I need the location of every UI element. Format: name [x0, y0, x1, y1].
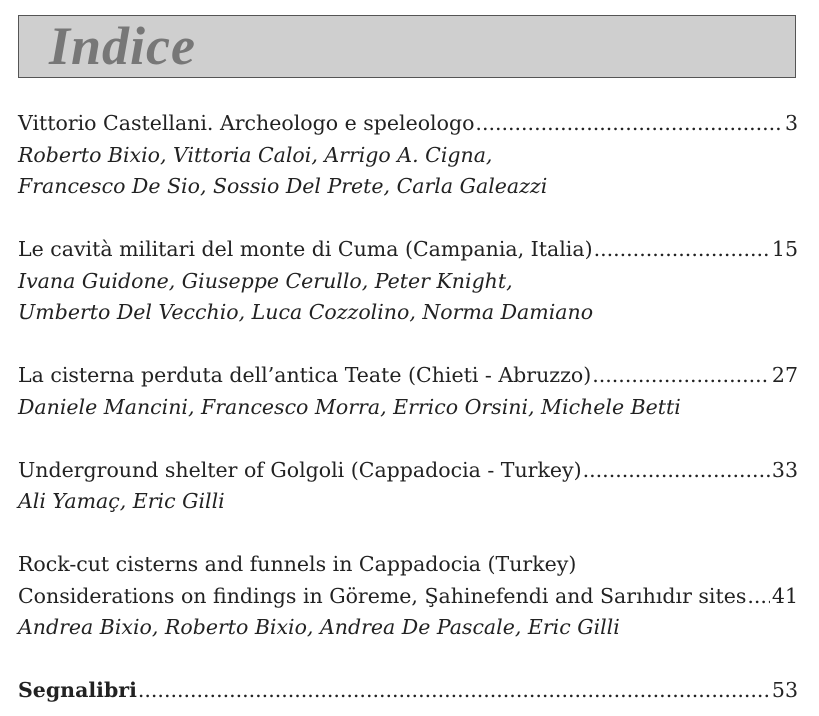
- toc-entry-page[interactable]: 33: [771, 457, 798, 482]
- dot-leader: [592, 360, 770, 392]
- toc-entry-page[interactable]: 15: [771, 237, 798, 261]
- dot-leader: [138, 675, 770, 707]
- toc-entry[interactable]: [18, 234, 798, 329]
- toc-entry-authors: Andrea Bixio, Roberto Bixio, Andrea De Pascale, Eric Gilli: [18, 615, 620, 639]
- toc-entry-title-line[interactable]: [18, 108, 798, 140]
- toc-entry-authors: Roberto Bixio, Vittoria Caloi, Arrigo A. Cigna,: [18, 142, 493, 167]
- dot-leader: [475, 108, 783, 140]
- toc-entry-page[interactable]: 27: [771, 363, 798, 387]
- toc-entry-title-first-line[interactable]: Rock-cut cisterns and funnels in Cappadocia (Turkey): [18, 552, 577, 576]
- toc-entry-title[interactable]: Segnalibri: [18, 678, 137, 702]
- toc-entry-title-line[interactable]: [18, 581, 798, 613]
- toc-entry[interactable]: [18, 549, 798, 644]
- toc-entry-title[interactable]: Considerations on findings in Göreme, Şahinefendi and Sarıhıdır sites: [18, 583, 747, 608]
- toc-entry-title[interactable]: Underground shelter of Golgoli (Cappadocia - Turkey): [18, 457, 582, 482]
- toc-entry-authors: Umberto Del Vecchio, Luca Cozzolino, Norma Damiano: [18, 300, 594, 324]
- toc-entry-title-line[interactable]: [18, 360, 798, 392]
- toc-entry[interactable]: [18, 360, 798, 423]
- toc-entry-authors: Francesco De Sio, Sossio Del Prete, Carla Galeazzi: [18, 174, 548, 198]
- toc-entry-title-line[interactable]: [18, 675, 798, 707]
- toc-entry-authors: Daniele Mancini, Francesco Morra, Errico Orsini, Michele Betti: [18, 394, 681, 419]
- index-header: [18, 15, 796, 78]
- toc-entry-title-line[interactable]: [18, 234, 798, 266]
- toc-entry-page[interactable]: 53: [771, 678, 798, 702]
- dot-leader: [594, 234, 770, 266]
- page-title: Indice: [49, 16, 196, 76]
- toc-entry[interactable]: [18, 675, 798, 707]
- dot-leader: [747, 581, 770, 613]
- dot-leader: [583, 455, 770, 487]
- toc-entry-authors: Ali Yamaç, Eric Gilli: [18, 489, 225, 513]
- toc-entry-page[interactable]: 41: [771, 583, 798, 608]
- toc-entry-authors: Ivana Guidone, Giuseppe Cerullo, Peter Knight,: [18, 268, 513, 293]
- toc-entry-title-line[interactable]: [18, 455, 798, 487]
- toc-entry[interactable]: [18, 455, 798, 518]
- toc-entry-page[interactable]: 3: [784, 111, 798, 135]
- toc-entry-title[interactable]: Vittorio Castellani. Archeologo e speleologo: [18, 111, 475, 135]
- toc-entry[interactable]: [18, 108, 798, 203]
- toc-entry-title[interactable]: Le cavità militari del monte di Cuma (Campania, Italia): [18, 237, 593, 261]
- table-of-contents: [18, 108, 798, 707]
- toc-entry-title[interactable]: La cisterna perduta dell’antica Teate (Chieti - Abruzzo): [18, 363, 592, 387]
